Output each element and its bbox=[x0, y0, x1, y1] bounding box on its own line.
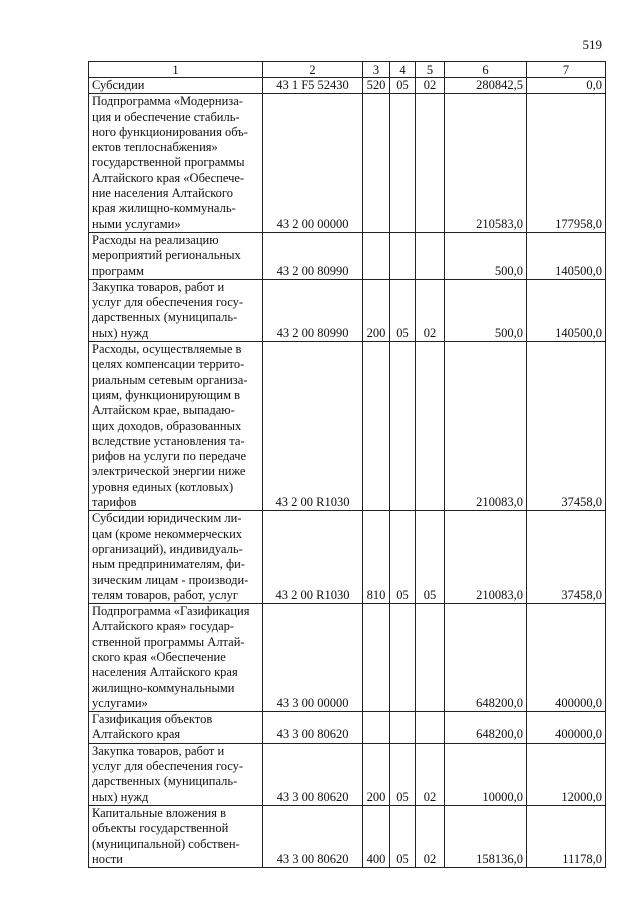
table-row bbox=[89, 232, 606, 279]
section-cell bbox=[390, 342, 416, 511]
row-name-line: щих доходов, образованных bbox=[92, 418, 242, 433]
row-name-line: циям, функционирующим в bbox=[92, 387, 241, 402]
target-article-code-cell: 43 2 00 R1030 bbox=[263, 342, 363, 511]
row-name-line: Газификация объектов bbox=[92, 712, 213, 727]
row-name-line: ных) нужд bbox=[92, 789, 149, 804]
subsection-cell: 02 bbox=[416, 805, 445, 867]
page-number: 519 bbox=[582, 37, 602, 52]
target-article-code-cell: 43 3 00 80620 bbox=[263, 712, 363, 744]
row-name-line: государственной программы bbox=[92, 155, 245, 170]
column-header: 5 bbox=[416, 62, 445, 78]
row-name-line: ных) нужд bbox=[92, 325, 149, 340]
table-row bbox=[89, 94, 606, 233]
row-name-line: (муниципальной) собствен- bbox=[92, 836, 240, 851]
subsection-cell bbox=[416, 712, 445, 744]
subsection-cell bbox=[416, 94, 445, 233]
column-header: 4 bbox=[390, 62, 416, 78]
amount-col7-cell: 400000,0 bbox=[527, 604, 606, 712]
row-name-line: телям товаров, работ, услуг bbox=[92, 587, 238, 602]
amount-col7-cell: 140500,0 bbox=[527, 279, 606, 341]
row-name-line: ным предпринимателям, фи- bbox=[92, 557, 245, 572]
amount-col7-cell: 140500,0 bbox=[527, 232, 606, 279]
target-article-code-cell: 43 2 00 R1030 bbox=[263, 511, 363, 604]
expense-type-cell bbox=[363, 712, 390, 744]
section-cell: 05 bbox=[390, 78, 416, 94]
row-name-line: ственной программы Алтай- bbox=[92, 634, 245, 649]
row-name-line: ными услугами» bbox=[92, 216, 181, 231]
amount-col7-cell: 400000,0 bbox=[527, 712, 606, 744]
amount-col6-cell: 500,0 bbox=[445, 232, 527, 279]
expense-type-cell bbox=[363, 342, 390, 511]
row-name-line: ности bbox=[92, 851, 123, 866]
row-name-line: мероприятий региональных bbox=[92, 248, 241, 263]
column-header: 3 bbox=[363, 62, 390, 78]
row-name-line: тарифов bbox=[92, 495, 137, 510]
amount-col6-cell: 210083,0 bbox=[445, 511, 527, 604]
section-cell: 05 bbox=[390, 743, 416, 805]
column-header: 7 bbox=[527, 62, 606, 78]
row-name-line: услуг для обеспечения госу- bbox=[92, 759, 244, 774]
row-name-cell bbox=[89, 78, 263, 94]
row-name-line: услугами» bbox=[92, 695, 148, 710]
row-name-line: программ bbox=[92, 263, 144, 278]
row-name-line: ского края «Обеспечение bbox=[92, 649, 226, 664]
target-article-code-cell: 43 3 00 80620 bbox=[263, 805, 363, 867]
table-row bbox=[89, 78, 606, 94]
column-header: 1 bbox=[89, 62, 263, 78]
row-name-cell bbox=[89, 94, 263, 233]
amount-col6-cell: 648200,0 bbox=[445, 604, 527, 712]
amount-col7-cell: 37458,0 bbox=[527, 511, 606, 604]
expense-type-cell: 520 bbox=[363, 78, 390, 94]
row-name-line: Подпрограмма «Модерниза- bbox=[92, 94, 243, 109]
section-cell: 05 bbox=[390, 511, 416, 604]
row-name-line: Субсидии юридическим ли- bbox=[92, 511, 242, 526]
amount-col6-cell: 500,0 bbox=[445, 279, 527, 341]
table-row bbox=[89, 743, 606, 805]
row-name-line: жилищно-коммунальными bbox=[92, 680, 235, 695]
row-name-line: риальным сетевым организа- bbox=[92, 372, 248, 387]
row-name-line: вследствие установления та- bbox=[92, 433, 245, 448]
target-article-code-cell: 43 1 F5 52430 bbox=[263, 78, 363, 94]
target-article-code-cell: 43 3 00 00000 bbox=[263, 604, 363, 712]
amount-col6-cell: 280842,5 bbox=[445, 78, 527, 94]
table-row bbox=[89, 511, 606, 604]
row-name-line: дарственных (муниципаль- bbox=[92, 774, 238, 789]
amount-col7-cell: 177958,0 bbox=[527, 94, 606, 233]
section-cell: 05 bbox=[390, 279, 416, 341]
table-row bbox=[89, 279, 606, 341]
row-name-cell bbox=[89, 279, 263, 341]
row-name-line: ектов теплоснабжения» bbox=[92, 140, 218, 155]
row-name-cell bbox=[89, 805, 263, 867]
row-name-line: ного функционирования объ- bbox=[92, 124, 248, 139]
row-name-line: Субсидии bbox=[92, 78, 145, 92]
row-name-line: края жилищно-коммуналь- bbox=[92, 201, 236, 216]
expense-type-cell: 400 bbox=[363, 805, 390, 867]
amount-col7-cell: 12000,0 bbox=[527, 743, 606, 805]
row-name-line: Алтайского края bbox=[92, 727, 181, 742]
row-name-cell bbox=[89, 511, 263, 604]
amount-col7-cell: 11178,0 bbox=[527, 805, 606, 867]
subsection-cell bbox=[416, 604, 445, 712]
expense-type-cell bbox=[363, 232, 390, 279]
subsection-cell: 05 bbox=[416, 511, 445, 604]
row-name-line: уровня единых (котловых) bbox=[92, 479, 234, 494]
table-header-row bbox=[89, 62, 606, 78]
row-name-line: электрической энергии ниже bbox=[92, 464, 246, 479]
row-name-cell bbox=[89, 342, 263, 511]
row-name-line: целях компенсации террито- bbox=[92, 357, 245, 372]
row-name-line: рифов на услуги по передаче bbox=[92, 449, 247, 464]
target-article-code-cell: 43 2 00 80990 bbox=[263, 232, 363, 279]
row-name-cell bbox=[89, 743, 263, 805]
amount-col6-cell: 210583,0 bbox=[445, 94, 527, 233]
row-name-line: Закупка товаров, работ и bbox=[92, 279, 225, 294]
row-name-line: Расходы, осуществляемые в bbox=[92, 342, 242, 357]
amount-col6-cell: 158136,0 bbox=[445, 805, 527, 867]
row-name-line: ция и обеспечение стабиль- bbox=[92, 109, 240, 124]
row-name-line: дарственных (муниципаль- bbox=[92, 310, 238, 325]
amount-col7-cell: 37458,0 bbox=[527, 342, 606, 511]
amount-col6-cell: 648200,0 bbox=[445, 712, 527, 744]
expense-type-cell: 200 bbox=[363, 279, 390, 341]
section-cell bbox=[390, 712, 416, 744]
subsection-cell bbox=[416, 342, 445, 511]
section-cell bbox=[390, 94, 416, 233]
budget-table bbox=[88, 61, 606, 868]
amount-col6-cell: 210083,0 bbox=[445, 342, 527, 511]
row-name-line: объекты государственной bbox=[92, 821, 229, 836]
column-header: 6 bbox=[445, 62, 527, 78]
row-name-line: населения Алтайского края bbox=[92, 665, 238, 680]
row-name-line: организаций), индивидуаль- bbox=[92, 541, 243, 556]
table-row bbox=[89, 712, 606, 744]
row-name-line: зическим лицам - производи- bbox=[92, 572, 249, 587]
row-name-line: Закупка товаров, работ и bbox=[92, 743, 225, 758]
amount-col7-cell: 0,0 bbox=[527, 78, 606, 94]
subsection-cell: 02 bbox=[416, 279, 445, 341]
row-name-line: Алтайском крае, выпадаю- bbox=[92, 403, 235, 418]
row-name-line: Расходы на реализацию bbox=[92, 232, 219, 247]
row-name-line: Подпрограмма «Газификация bbox=[92, 604, 250, 619]
expense-type-cell bbox=[363, 604, 390, 712]
target-article-code-cell: 43 2 00 80990 bbox=[263, 279, 363, 341]
row-name-line: Алтайского края» государ- bbox=[92, 619, 235, 634]
section-cell bbox=[390, 604, 416, 712]
row-name-cell bbox=[89, 712, 263, 744]
row-name-cell bbox=[89, 604, 263, 712]
expense-type-cell: 200 bbox=[363, 743, 390, 805]
expense-type-cell: 810 bbox=[363, 511, 390, 604]
subsection-cell: 02 bbox=[416, 743, 445, 805]
table-row bbox=[89, 342, 606, 511]
subsection-cell: 02 bbox=[416, 78, 445, 94]
row-name-line: Алтайского края «Обеспече- bbox=[92, 170, 245, 185]
subsection-cell bbox=[416, 232, 445, 279]
row-name-line: Капитальные вложения в bbox=[92, 805, 226, 820]
row-name-line: цам (кроме некоммерческих bbox=[92, 526, 243, 541]
table-row bbox=[89, 805, 606, 867]
section-cell: 05 bbox=[390, 805, 416, 867]
row-name-line: ние населения Алтайского bbox=[92, 186, 233, 201]
row-name-line: услуг для обеспечения госу- bbox=[92, 295, 244, 310]
section-cell bbox=[390, 232, 416, 279]
column-header: 2 bbox=[263, 62, 363, 78]
table-row bbox=[89, 604, 606, 712]
row-name-cell bbox=[89, 232, 263, 279]
table-body bbox=[89, 78, 606, 868]
target-article-code-cell: 43 3 00 80620 bbox=[263, 743, 363, 805]
target-article-code-cell: 43 2 00 00000 bbox=[263, 94, 363, 233]
amount-col6-cell: 10000,0 bbox=[445, 743, 527, 805]
expense-type-cell bbox=[363, 94, 390, 233]
